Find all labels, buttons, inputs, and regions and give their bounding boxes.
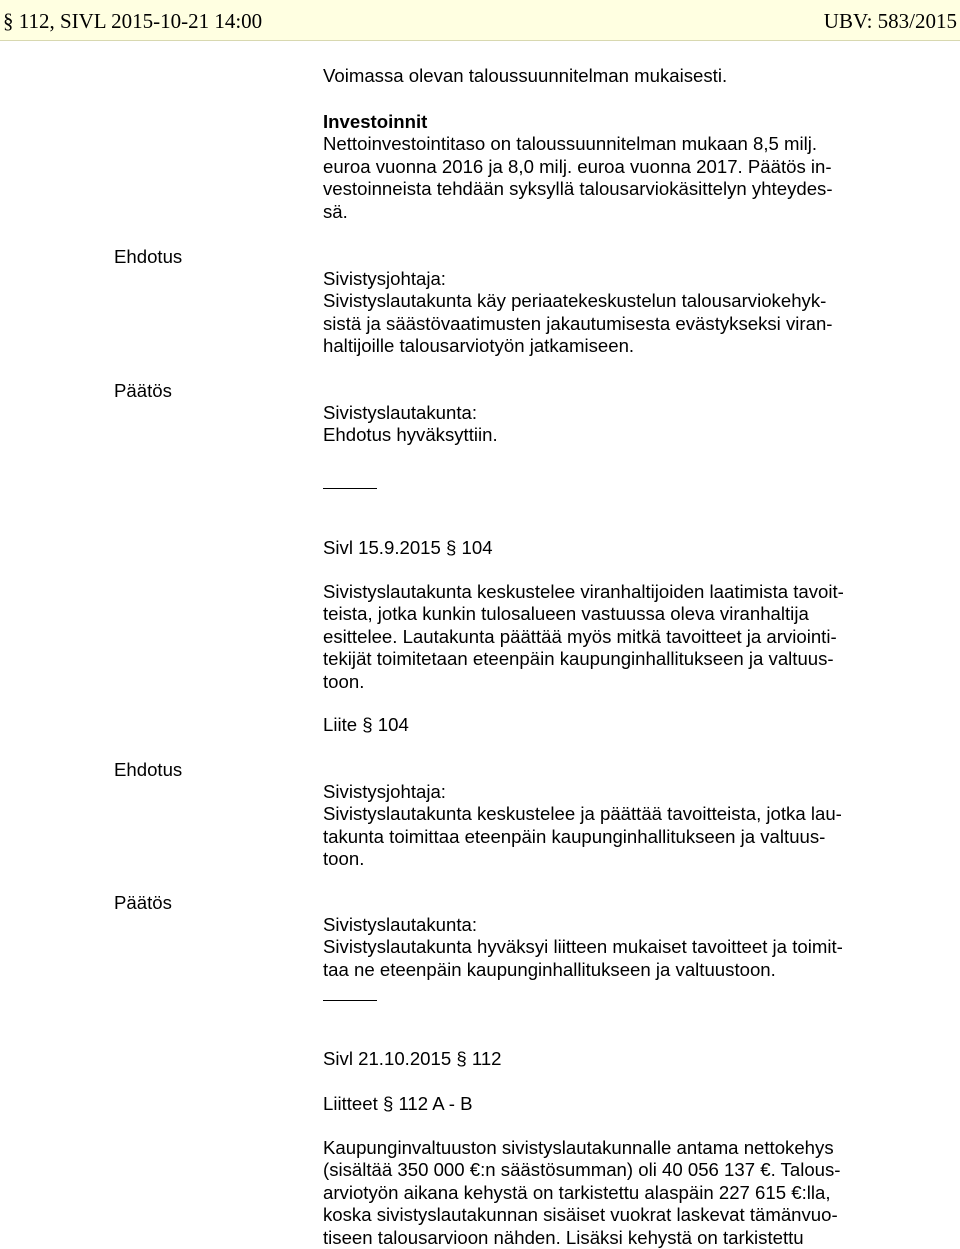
item-reference xyxy=(323,1048,868,1070)
decision-text xyxy=(323,402,868,447)
text-line: Sivistyslautakunta keskustelee viranhaltijoiden laatimista tavoit- xyxy=(323,581,844,602)
text-line: esittelee. Lautakunta päättää myös mitkä tavoitteet ja arviointi- xyxy=(323,625,837,647)
proposer: Sivistysjohtaja: xyxy=(323,268,446,289)
attachment-reference xyxy=(323,1093,868,1115)
section-heading: Investoinnit xyxy=(323,111,428,132)
attachment-reference xyxy=(323,714,868,736)
text-line: haltijoille talousarviotyön jatkamiseen. xyxy=(323,335,635,357)
text-line: taa ne eteenpäin kaupunginhallitukseen ja valtuustoon. xyxy=(323,958,776,980)
text-line: Nettoinvestointitaso on taloussuunnitelman mukaan 8,5 milj. xyxy=(323,133,818,155)
decider: Sivistyslautakunta: xyxy=(323,914,477,935)
text-line: Voimassa olevan taloussuunnitelman mukaisesti. xyxy=(323,65,728,86)
investments-section xyxy=(323,111,868,223)
decision-label: Päätös xyxy=(114,892,172,913)
reference-text: Sivl 21.10.2015 § 112 xyxy=(323,1048,502,1069)
text-line: arviotyön aikana kehystä on tarkistettu alaspäin 227 615 €:lla, xyxy=(323,1181,831,1203)
document-header xyxy=(0,0,960,41)
text-line: Kaupunginvaltuuston sivistyslautakunnalle antama nettokehys xyxy=(323,1137,834,1158)
separator-rule xyxy=(323,488,377,489)
text-line: toon. xyxy=(323,670,365,692)
intro-text xyxy=(323,65,868,87)
text-line: teista, jotka kunkin tulosalueen vastuussa oleva viranhaltija xyxy=(323,603,809,625)
text-line: takunta toimittaa eteenpäin kaupunginhallitukseen ja valtuus- xyxy=(323,825,826,847)
decision-text xyxy=(323,914,868,981)
text-line: Sivistyslautakunta hyväksyi liitteen mukaiset tavoitteet ja toimit- xyxy=(323,936,843,958)
text-line: tiseen talousarvioon nähden. Lisäksi kehystä on tarkistettu xyxy=(323,1226,804,1248)
decision-label: Päätös xyxy=(114,380,172,401)
attachment-text: Liite § 104 xyxy=(323,714,409,735)
item-reference xyxy=(323,537,868,559)
separator-rule xyxy=(323,1000,377,1001)
text-line: tekijät toimitetaan eteenpäin kaupunginhallitukseen ja valtuus- xyxy=(323,648,834,670)
proposal-label: Ehdotus xyxy=(114,246,183,267)
attachment-text: Liitteet § 112 A - B xyxy=(323,1093,473,1114)
header-meeting-reference: § 112, SIVL 2015-10-21 14:00 xyxy=(3,9,263,33)
text-line: toon. xyxy=(323,848,365,870)
text-line: koska sivistyslautakunnan sisäiset vuokrat laskevat tämänvuo- xyxy=(323,1204,838,1226)
text-line: vestoinneista tehdään syksyllä talousarviokäsittelyn yhteydes- xyxy=(323,178,833,200)
proposal-text xyxy=(323,268,868,358)
text-line: Sivistyslautakunta käy periaatekeskustelun talousarviokehyk- xyxy=(323,290,827,312)
text-line: sä. xyxy=(323,200,348,222)
reference-text: Sivl 15.9.2015 § 104 xyxy=(323,537,493,558)
text-line: Ehdotus hyväksyttiin. xyxy=(323,424,498,446)
text-line: Sivistyslautakunta keskustelee ja päättää tavoitteista, jotka lau- xyxy=(323,803,842,825)
decider: Sivistyslautakunta: xyxy=(323,402,477,423)
item-body xyxy=(323,1137,868,1249)
proposal-label: Ehdotus xyxy=(114,759,183,780)
header-document-number: UBV: 583/2015 xyxy=(823,9,957,33)
item-body xyxy=(323,581,868,693)
text-line: sistä ja säästövaatimusten jakautumisesta evästykseksi viran- xyxy=(323,312,833,334)
text-line: euroa vuonna 2016 ja 8,0 milj. euroa vuonna 2017. Päätös in- xyxy=(323,155,832,177)
proposal-text xyxy=(323,781,868,871)
text-line: (sisältää 350 000 €:n säästösumman) oli 40 056 137 €. Talous- xyxy=(323,1159,841,1181)
proposer: Sivistysjohtaja: xyxy=(323,781,446,802)
